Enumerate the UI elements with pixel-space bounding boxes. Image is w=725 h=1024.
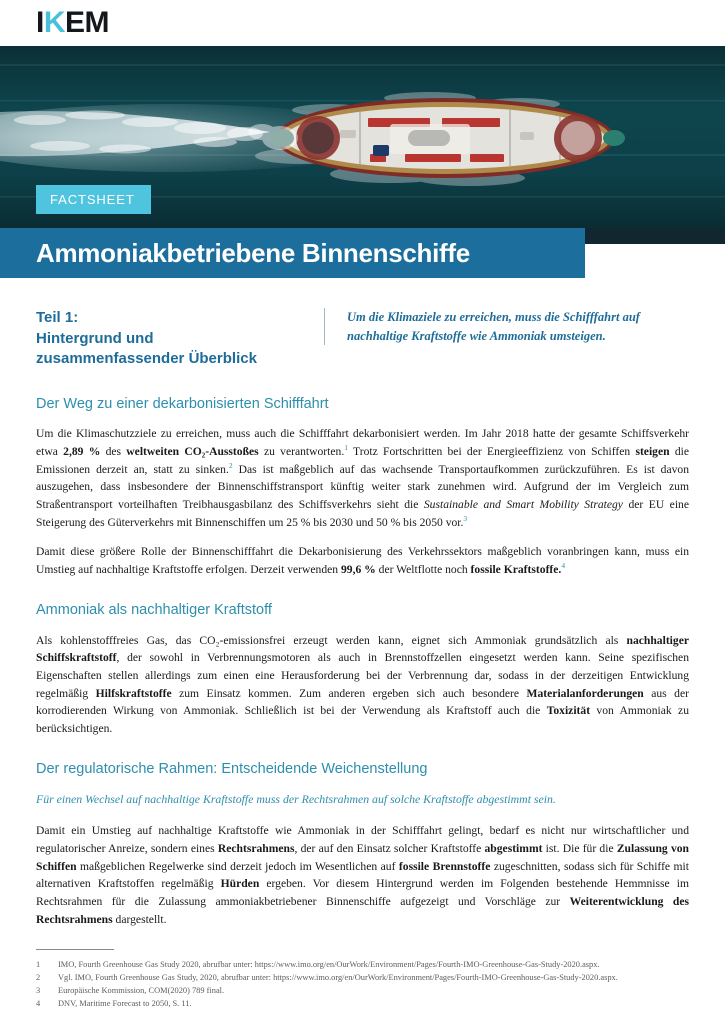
logo-letters-em: EM — [65, 6, 110, 39]
pull-quote: Um die Klimaziele zu erreichen, muss die Schifffahrt auf nachhaltige Kraftstoffe wie Ammoniak umsteigen. — [324, 308, 689, 345]
footnote-text: DNV, Maritime Forecast to 2050, S. 11. — [58, 998, 192, 1008]
title-bar-wrapper — [0, 228, 725, 278]
section-2-paragraph-1: Als kohlenstofffreies Gas, das CO₂-emissionsfrei erzeugt werden kann, eignet sich Ammoniak grundsätzlich als nachhaltiger Schiffskraftstoff, der sowohl in Verbrennungsmotoren als auch in Brennstoffzellen eingesetzt werden kann. Seine spezifischen Eigenschaften stellen allerdings zum einen eine Herausforderung bei der Verbrennung dar, sodass in der derzeitigen Entwicklung regelmäßig Hilfskraftstoffe zum Einsatz kommen. Zum anderen ergeben sich auch besondere Materialanforderungen aus der korrodierenden Wirkung von Ammoniak. Schließlich ist bei der Verwendung als Kraftstoff auch die Toxizität von Ammoniak zu berücksichtigen. — [36, 633, 689, 735]
part-heading-line2: Hintergrund und — [36, 329, 154, 347]
footnote-number: 2 — [36, 972, 41, 982]
hero-image — [0, 46, 725, 228]
logo-letter-k: K — [43, 6, 66, 39]
footnote-text: Vgl. IMO, Fourth Greenhouse Gas Study, 2020, abrufbar unter: https://www.imo.org/en/OurWork/Environment/Pages/Fourth-IMO-Greenhouse-Gas-Study-2020.aspx. — [58, 972, 618, 982]
section-heading-ammoniak-kraftstoff: Ammoniak als nachhaltiger Kraftstoff — [36, 602, 272, 619]
part-heading-line3: zusammenfassender Überblick — [36, 350, 257, 368]
part-heading-line1: Teil 1: — [36, 309, 79, 326]
section-1-paragraph-1: Um die Klimaschutzziele zu erreichen, muss auch die Schifffahrt dekarbonisiert werden. Im Jahr 2018 hatte der gesamte Schiffsverkehr etwa 2,89 % des weltweiten CO₂-Ausstoßes zu verantworten.$^1$ Trotz Fortschritten bei der Energieeffizienz von Schiffen steigen die Emissionen derzeit an, statt zu sinken.$^2$ Das ist maßgeblich auf das wachsende Transportaufkommen zurückzuführen. Es ist davon auszugehen, dass insbesondere der Binnenschiffstransport künftig weiter stark zunehmen wird. Aufgrund der im Vergleich zum Straßentransport vorteilhaften Treibhausgasbilanz des Schiffsverkehrs sieht die Sustainable and Smart Mobility Strategy der EU eine Steigerung des Güterverkehrs mit Binnenschiffen um 25 % bis 2030 und 50 % bis 2050 vor.$^3$ — [36, 427, 690, 529]
header-logo-bar — [0, 0, 725, 46]
part-heading — [36, 308, 306, 370]
footnote-list — [36, 958, 689, 1010]
footnote-number: 1 — [36, 959, 41, 969]
intro-row — [36, 308, 689, 370]
factsheet-badge: FACTSHEET — [36, 185, 151, 214]
document-content — [0, 308, 725, 928]
section-1-paragraph-2: Damit diese größere Rolle der Binnenschifffahrt die Dekarbonisierung des Verkehrssektors maßgeblich voranbringen kann, muss ein Umstieg auf nachhaltige Kraftstoffe erfolgen. Derzeit verwenden 99,6 % der Weltflotte noch fossile Kraftstoffe.$^4$ — [36, 545, 689, 576]
ikem-logo — [36, 8, 109, 38]
footnote-item — [36, 958, 689, 971]
footnote-text: IMO, Fourth Greenhouse Gas Study 2020, abrufbar unter: https://www.imo.org/en/OurWork/Environment/Pages/Fourth-IMO-Greenhouse-Gas-Study-2020.aspx. — [58, 959, 600, 969]
section-heading-regulatorischer-rahmen: Der regulatorische Rahmen: Entscheidende Weichenstellung — [36, 761, 428, 778]
footnote-item — [36, 984, 689, 997]
section-3-paragraph-1: Damit ein Umstieg auf nachhaltige Kraftstoffe wie Ammoniak in der Schifffahrt gelingt, bedarf es nicht nur wirtschaftlicher und regulatorischer Anreize, sondern eines Rechtsrahmens, der auf den Einsatz solcher Kraftstoffe abgestimmt ist. Die für die Zulassung von Schiffen maßgeblichen Regelwerke sind derzeit jedoch im Wesentlichen auf fossile Brennstoffe zugeschnitten, sodass sich für Schiffe mit alternativen Kraftstoffen regelmäßig Hürden ergeben. Vor diesem Hintergrund werden im Folgenden bestehende Hemmnisse im Rechtsrahmen für die Zulassung ammoniakbetriebener Binnenschiffe aufgezeigt und Vorschläge zur Weiterentwicklung des Rechtsrahmens dargestellt. — [36, 824, 690, 926]
footnote-item — [36, 971, 689, 984]
page-title: Ammoniakbetriebene Binnenschiffe — [36, 238, 470, 268]
footnote-divider — [36, 949, 114, 950]
footnotes-block — [36, 949, 689, 1010]
footnote-number: 4 — [36, 998, 41, 1008]
footnote-item — [36, 997, 689, 1010]
title-bar — [0, 228, 585, 278]
section-heading-dekarbonisierte-schifffahrt: Der Weg zu einer dekarbonisierten Schifffahrt — [36, 396, 329, 413]
section-3-lead-italic: Für einen Wechsel auf nachhaltige Kraftstoffe muss der Rechtsrahmen auf solche Kraftstoffe abgestimmt sein. — [36, 791, 556, 806]
logo-letter-i: I — [36, 6, 44, 39]
footnote-text: Europäische Kommission, COM(2020) 789 final. — [58, 985, 225, 995]
footnote-number: 3 — [36, 985, 41, 995]
